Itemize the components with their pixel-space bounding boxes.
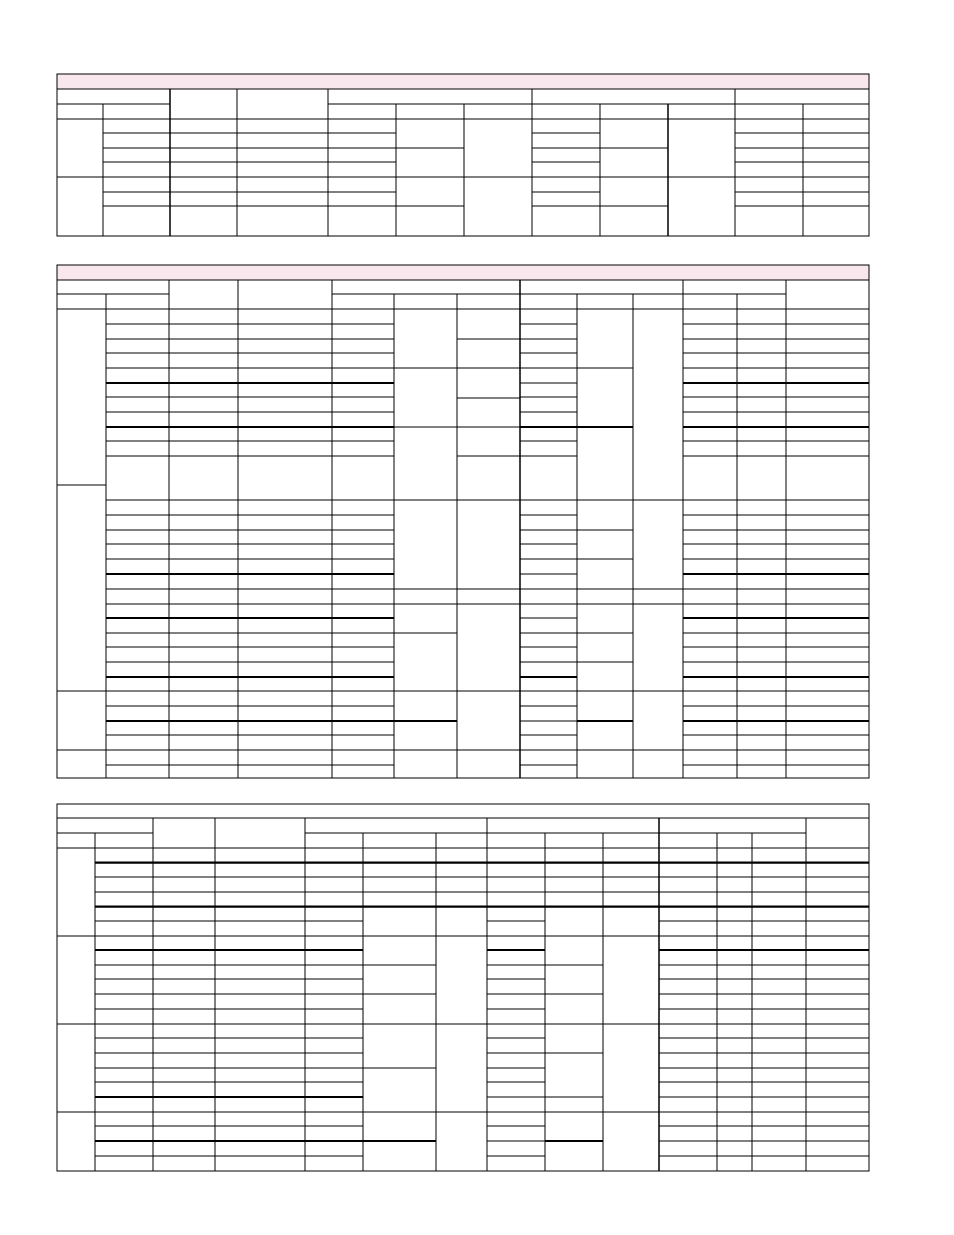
table-border xyxy=(57,74,869,236)
table-1 xyxy=(57,74,869,236)
header-band xyxy=(57,74,869,89)
table-3 xyxy=(57,804,869,1171)
header-band xyxy=(57,265,869,280)
table-border xyxy=(57,265,869,778)
table-2 xyxy=(57,265,869,778)
table-border xyxy=(57,804,869,1171)
